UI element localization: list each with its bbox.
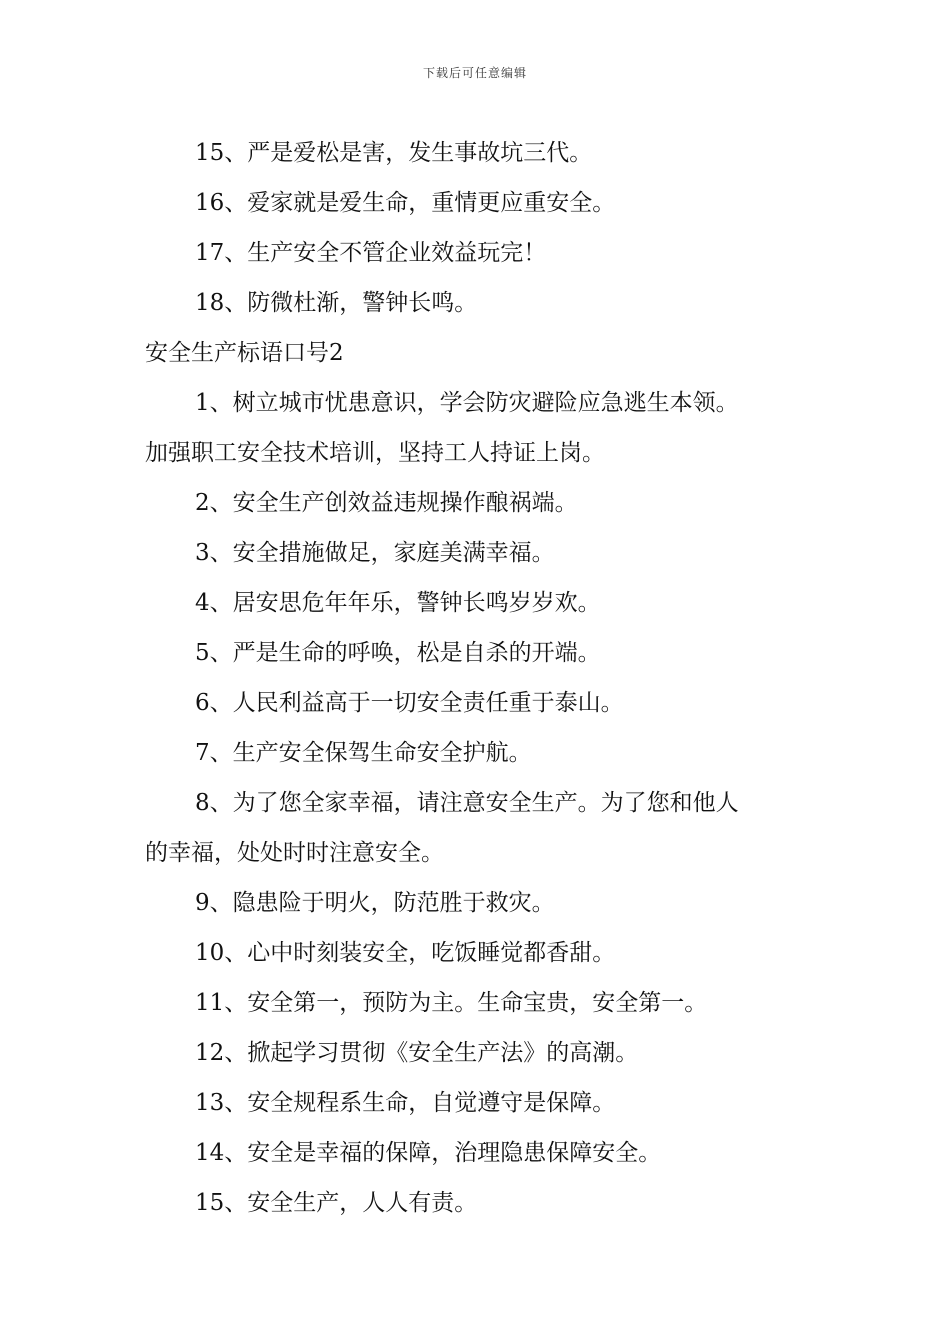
slogan-item: 14、安全是幸福的保障，治理隐患保障安全。 bbox=[195, 1140, 662, 1166]
slogan-item bbox=[145, 778, 810, 878]
slogan-item: 9、隐患险于明火，防范胜于救灾。 bbox=[195, 890, 555, 916]
slogan-line: 15、严是爱松是害，发生事故坑三代。 bbox=[195, 140, 593, 166]
slogan-item: 2、安全生产创效益违规操作酿祸端。 bbox=[195, 490, 578, 516]
slogan-item bbox=[145, 378, 810, 478]
slogan-line-continued: 加强职工安全技术培训，坚持工人持证上岗。 bbox=[145, 440, 605, 466]
slogan-item: 10、心中时刻装安全，吃饭睡觉都香甜。 bbox=[195, 940, 616, 966]
slogan-line: 1、树立城市忧患意识，学会防灾避险应急逃生本领。 bbox=[195, 390, 739, 416]
slogan-item: 3、安全措施做足，家庭美满幸福。 bbox=[195, 540, 555, 566]
slogan-item: 6、人民利益高于一切安全责任重于泰山。 bbox=[195, 690, 624, 716]
slogan-item: 11、安全第一，预防为主。生命宝贵，安全第一。 bbox=[195, 990, 708, 1016]
slogan-line: 8、为了您全家幸福，请注意安全生产。为了您和他人 bbox=[195, 790, 739, 816]
slogan-item: 12、掀起学习贯彻《安全生产法》的高潮。 bbox=[195, 1040, 639, 1066]
slogan-item: 7、生产安全保驾生命安全护航。 bbox=[195, 740, 532, 766]
page-header-note: 下载后可任意编辑 bbox=[422, 66, 527, 80]
slogan-line: 16、爱家就是爱生命，重情更应重安全。 bbox=[195, 190, 616, 216]
slogan-item: 13、安全规程系生命，自觉遵守是保障。 bbox=[195, 1090, 616, 1116]
slogan-line-continued: 的幸福，处处时时注意安全。 bbox=[145, 840, 444, 866]
slogan-item: 4、居安思危年年乐，警钟长鸣岁岁欢。 bbox=[195, 590, 601, 616]
slogan-item: 15、安全生产，人人有责。 bbox=[195, 1190, 478, 1216]
document-body bbox=[145, 128, 810, 1228]
slogan-line: 18、防微杜渐，警钟长鸣。 bbox=[195, 290, 478, 316]
section-title: 安全生产标语口号2 bbox=[145, 340, 344, 366]
slogan-line: 17、生产安全不管企业效益玩完！ bbox=[195, 240, 547, 266]
slogan-item: 5、严是生命的呼唤，松是自杀的开端。 bbox=[195, 640, 601, 666]
